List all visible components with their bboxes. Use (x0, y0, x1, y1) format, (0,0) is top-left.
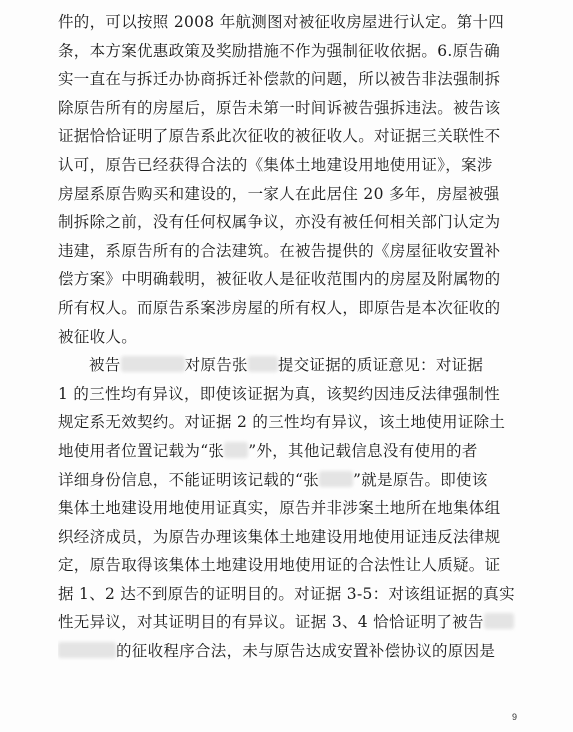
text-line: 偿方案》中明确载明，被征收人是征收范围内的房屋及附属物的 (58, 270, 501, 289)
text-line: 实一直在与拆迁办协商拆迁补偿款的问题，所以被告非法强制拆 (58, 70, 501, 89)
paragraph-line (58, 351, 526, 380)
text-line: 违建，系原告所有的合法建筑。在被告提供的《房屋征收安置补 (58, 241, 501, 260)
text-segment: ”外，其他记载信息没有使用的者 (248, 441, 478, 460)
paragraph-line: 1 的三性均有异议，即使该证据为真，该契约因违反法律强制性 (58, 384, 500, 403)
text-line: 条，本方案优惠政策及奖励措施不作为强制征收依据。6.原告确 (58, 41, 500, 60)
text-segment: ”就是原告。即使该 (353, 470, 488, 489)
text-line: 件的，可以按照 2008 年航测图对被征收房屋进行认定。第十四 (58, 13, 505, 31)
paragraph-line: 规定系无效契约。对证据 2 的三性均有异议，该土地使用证除土 (58, 413, 506, 432)
text-segment: 提交证据的质证意见：对证据 (277, 356, 484, 375)
text-line: 证据恰恰证明了原告系此次征收的被征收人。对证据三关联性不 (58, 127, 501, 146)
text-segment: 详细身份信息，不能证明该记载的“张 (58, 470, 320, 489)
redaction-mark (121, 356, 185, 372)
text-line: 被征收人。 (58, 327, 138, 346)
text-line: 制拆除之前，没有任何权属争议，亦没有被任何相关部门认定为 (58, 213, 501, 232)
redaction-mark (58, 642, 116, 658)
text-segment: 性无异议，对其证明目的有异议。证据 3、4 恰恰证明了被告 (58, 613, 484, 632)
text-line: 认可，原告已经获得合法的《集体土地建设用地使用证》，案涉 (58, 155, 493, 174)
text-line: 房屋系原告购买和建设的，一家人在此居住 20 多年，房屋被强 (58, 184, 500, 203)
paragraph-line: 集体土地建设用地使用证真实，原告并非涉案土地所在地集体组 (58, 499, 501, 518)
redaction-mark (224, 442, 248, 458)
redaction-mark (248, 356, 278, 372)
text-segment: 的征收程序合法，未与原告达成安置补偿协议的原因是 (116, 642, 496, 661)
text-segment: 对原告张 (184, 356, 248, 375)
paragraph-line (58, 437, 526, 466)
paragraph-line (58, 637, 526, 666)
text-segment: 被告 (89, 356, 121, 375)
paragraph-line: 据 1、2 达不到原告的证明目的。对证据 3-5：对该组证据的真实 (58, 584, 515, 603)
text-line: 所有权人。而原告系案涉房屋的所有权人，即原告是本次征收的 (58, 298, 501, 317)
redaction-mark (319, 471, 353, 487)
page-number: 9 (511, 712, 517, 722)
redaction-mark (484, 613, 514, 629)
text-segment: 地使用者位置记载为“张 (58, 441, 225, 460)
text-line: 除原告所有的房屋后，原告未第一时间诉被告强拆违法。被告该 (58, 98, 501, 117)
paragraph-line (58, 608, 526, 637)
paragraph-line: 定，原告取得该集体土地建设用地使用证的合法性让人质疑。证 (58, 556, 501, 575)
paragraph-line: 织经济成员，为原告办理该集体土地建设用地使用证违反法律规 (58, 527, 501, 546)
paragraph-line (58, 466, 526, 495)
document-body (58, 8, 526, 666)
